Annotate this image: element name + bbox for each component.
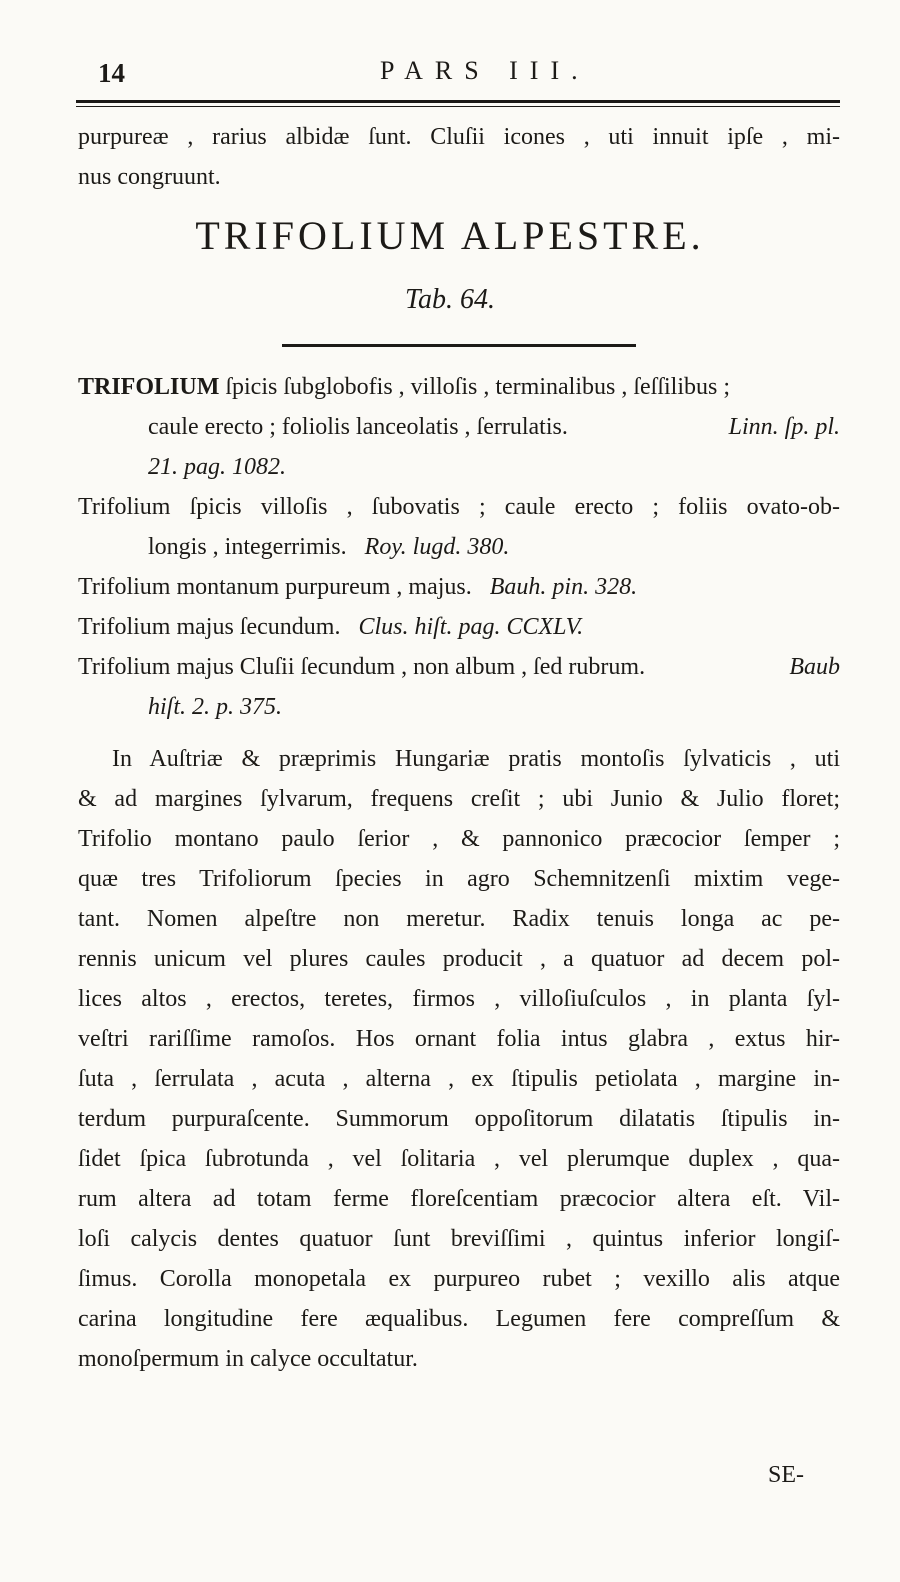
synonym-1-text-2: caule erecto ; foliolis lanceolatis , ſerrulatis. — [148, 414, 568, 440]
carryover-line-1: purpureæ , rarius albidæ ſunt. Cluſii icones , uti innuit ipſe , mi- — [78, 124, 840, 150]
description-line: veſtri rariſſime ramoſos. Hos ornant folia intus glabra , extus hir- — [78, 1026, 840, 1052]
synonym-1-line-2 — [148, 414, 840, 441]
synonym-5-line-1 — [78, 654, 840, 681]
description-line: monoſpermum in calyce occultatur. — [78, 1346, 418, 1372]
synonym-2-line-1: Trifolium ſpicis villoſis , ſubovatis ; caule erecto ; foliis ovato-ob- — [78, 494, 840, 520]
synonym-5-citation: Baub — [789, 654, 840, 680]
synonym-3-citation: Bauh. pin. 328. — [489, 574, 638, 600]
description-line: carina longitudine fere æqualibus. Legumen fere compreſſum & — [78, 1306, 840, 1332]
plate-reference: Tab. 64. — [404, 284, 495, 315]
description-line: ſimus. Corolla monopetala ex purpureo rubet ; vexillo alis atque — [78, 1266, 840, 1292]
synonym-4-text: Trifolium majus ſecundum. — [78, 614, 341, 640]
synonym-4-line — [78, 614, 840, 641]
synonym-5-text: Trifolium majus Cluſii ſecundum , non album , ſed rubrum. — [78, 654, 646, 680]
header-rule — [76, 100, 840, 103]
description-line: terdum purpuraſcente. Summorum oppoſitorum dilatatis ſtipulis in- — [78, 1106, 840, 1132]
description-line: ſidet ſpica ſubrotunda , vel ſolitaria , vel plerumque duplex , qua- — [78, 1146, 840, 1172]
heading-rule — [282, 344, 636, 347]
description-line: lices altos , erectos, teretes, firmos , villoſiuſculos , in planta ſyl- — [78, 986, 840, 1012]
synonym-3-line — [78, 574, 840, 601]
description-line: rum altera ad totam ferme floreſcentiam præcocior altera eſt. Vil- — [78, 1186, 840, 1212]
description-line: ſuta , ſerrulata , acuta , alterna , ex ſtipulis petiolata , margine in- — [78, 1066, 840, 1092]
header-rule-thin — [76, 106, 840, 107]
synonym-2-text-2: longis , integerrimis. — [148, 534, 347, 560]
carryover-line-2: nus congruunt. — [78, 164, 221, 190]
description-line: Trifolio montano paulo ſerior , & pannonico præcocior ſemper ; — [78, 826, 840, 852]
page-number: 14 — [98, 58, 125, 88]
synonym-2-citation: Roy. lugd. 380. — [364, 534, 510, 560]
synonym-1-line-1 — [78, 374, 840, 401]
synonym-genus: TRIFOLIUM — [78, 374, 220, 400]
description-line: loſi calycis dentes quatuor ſunt breviſſimi , quintus inferior longiſ- — [78, 1226, 840, 1252]
synonym-4-citation: Clus. hiſt. pag. CCXLV. — [358, 614, 584, 640]
description-line: tant. Nomen alpeſtre non meretur. Radix tenuis longa ac pe- — [78, 906, 840, 932]
synonym-2-line-2 — [148, 534, 840, 561]
species-heading: TRIFOLIUM ALPESTRE. — [195, 213, 705, 258]
description-line: quæ tres Trifoliorum ſpecies in agro Schemnitzenſi mixtim vege- — [78, 866, 840, 892]
synonym-1-text: ſpicis ſubglobofis , villoſis , terminalibus , ſeſſilibus ; — [219, 374, 730, 400]
synonym-3-text: Trifolium montanum purpureum , majus. — [78, 574, 472, 600]
description-line: In Auſtriæ & præprimis Hungariæ pratis montoſis ſylvaticis , uti — [112, 746, 840, 772]
synonym-5-line-2: hiſt. 2. p. 375. — [148, 694, 283, 720]
catchword: SE- — [768, 1462, 804, 1488]
description-line: rennis unicum vel plures caules producit , a quatuor ad decem pol- — [78, 946, 840, 972]
synonym-1-line-3: 21. pag. 1082. — [148, 454, 286, 480]
description-line: & ad margines ſylvarum, frequens creſit ; ubi Junio & Julio floret; — [78, 786, 840, 812]
synonym-1-citation: Linn. ſp. pl. — [728, 414, 840, 440]
running-head: PARS III. — [380, 56, 590, 85]
